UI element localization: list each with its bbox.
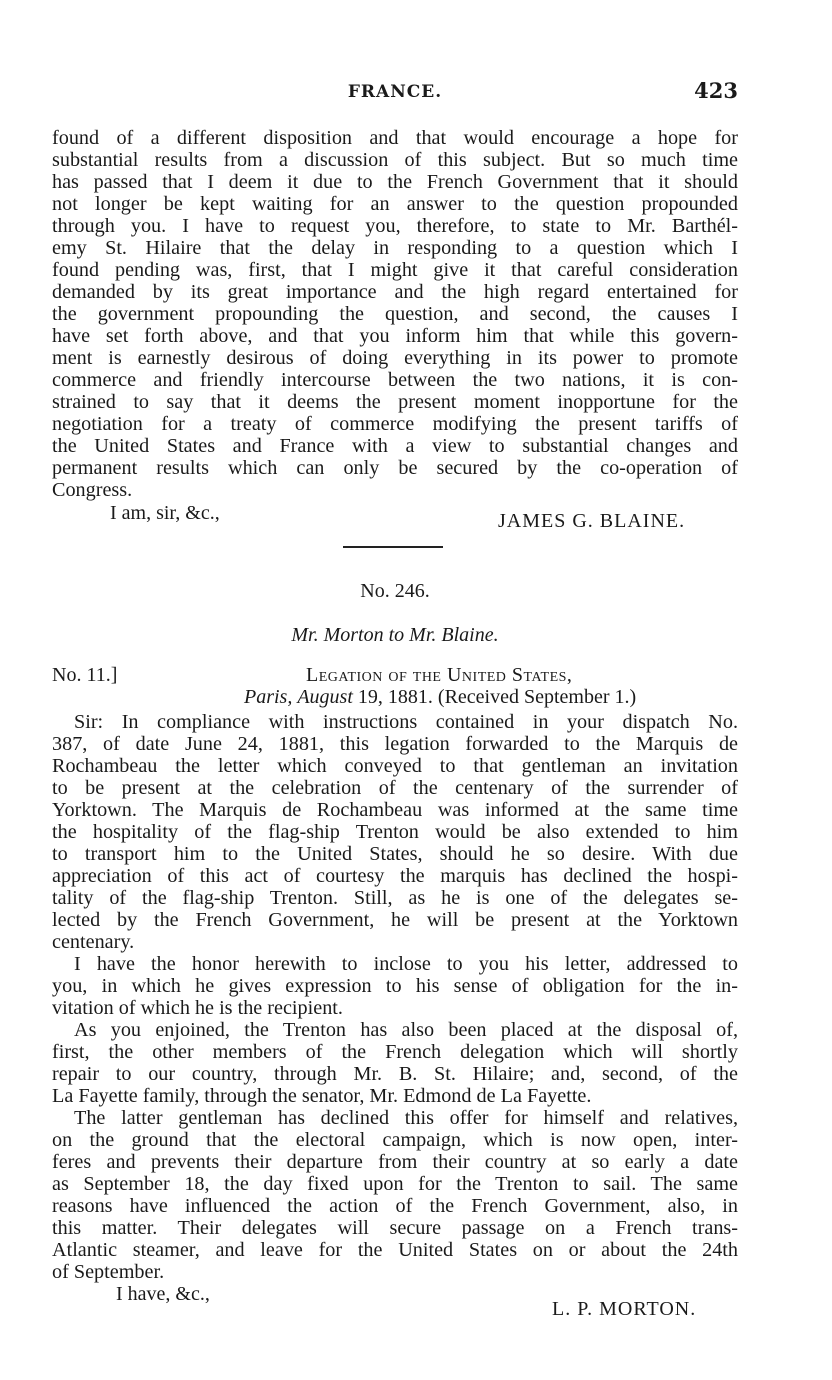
place: Paris, xyxy=(244,686,293,708)
body-line: Sir: In compliance with instructions contained in your dispatch No. xyxy=(74,711,738,733)
body-line: appreciation of this act of courtesy the marquis has declined the hospi- xyxy=(52,865,738,887)
body-line: on the ground that the electoral campaign, which is now open, inter- xyxy=(52,1129,738,1151)
body-line: tality of the flag-ship Trenton. Still, as he is one of the delegates se- xyxy=(52,887,738,909)
closing-salutation: I have, &c., xyxy=(116,1283,210,1305)
body-line: found pending was, first, that I might give it that careful consideration xyxy=(52,259,738,281)
body-line: has passed that I deem it due to the French Government that it should xyxy=(52,171,738,193)
body-line: this matter. Their delegates will secure passage on a French trans- xyxy=(52,1217,738,1239)
body-line: not longer be kept waiting for an answer to the question propounded xyxy=(52,193,738,215)
body-line: As you enjoined, the Trenton has also been placed at the disposal of, xyxy=(74,1019,738,1041)
body-line: Atlantic steamer, and leave for the United States on or about the 24th xyxy=(52,1239,738,1261)
body-line: to transport him to the United States, should he so desire. With due xyxy=(52,843,738,865)
body-line: have set forth above, and that you inform him that while this govern- xyxy=(52,325,738,347)
body-line: lected by the French Government, he will be present at the Yorktown xyxy=(52,909,738,931)
body-line: you, in which he gives expression to his sense of obligation for the in- xyxy=(52,975,738,997)
body-line: vitation of which he is the recipient. xyxy=(52,997,343,1019)
body-line: found of a different disposition and that would encourage a hope for xyxy=(52,127,738,149)
body-line: repair to our country, through Mr. B. St. Hilaire; and, second, of the xyxy=(52,1063,738,1085)
signature-morton: L. P. MORTON. xyxy=(552,1298,697,1320)
body-line: through you. I have to request you, therefore, to state to Mr. Barthél- xyxy=(52,215,738,237)
body-line: 387, of date June 24, 1881, this legation forwarded to the Marquis de xyxy=(52,733,738,755)
body-line: to be present at the celebration of the centenary of the surrender of xyxy=(52,777,738,799)
body-line: negotiation for a treaty of commerce modifying the present tariffs of xyxy=(52,413,738,435)
body-line: The latter gentleman has declined this offer for himself and relatives, xyxy=(74,1107,738,1129)
body-line: reasons have influenced the action of the French Government, also, in xyxy=(52,1195,738,1217)
body-line: centenary. xyxy=(52,931,135,953)
page-number: 423 xyxy=(694,78,738,103)
document-heading: Mr. Morton to Mr. Blaine. xyxy=(291,624,499,646)
body-line: of September. xyxy=(52,1261,165,1283)
body-line: substantial results from a discussion of this subject. But so much time xyxy=(52,149,738,171)
date-line xyxy=(244,686,636,709)
document-number: No. 246. xyxy=(360,580,430,602)
section-divider xyxy=(343,546,443,548)
running-head xyxy=(52,78,738,110)
body-line: the United States and France with a view to substantial changes and xyxy=(52,435,738,457)
body-line: ment is earnestly desirous of doing everything in its power to promote xyxy=(52,347,738,369)
date-rest: 19, 1881. (Received September 1.) xyxy=(352,686,637,708)
body-line: first, the other members of the French delegation which will shortly xyxy=(52,1041,738,1063)
dispatch-number: No. 11.] xyxy=(52,664,118,686)
closing-salutation: I am, sir, &c., xyxy=(110,502,220,524)
legation-line: Legation of the United States, xyxy=(306,664,573,686)
body-line: emy St. Hilaire that the delay in responding to a question which I xyxy=(52,237,738,259)
body-line: demanded by its great importance and the high regard entertained for xyxy=(52,281,738,303)
body-line: as September 18, the day fixed upon for the Trenton to sail. The same xyxy=(52,1173,738,1195)
date-month: August xyxy=(297,686,353,708)
body-line: La Fayette family, through the senator, Mr. Edmond de La Fayette. xyxy=(52,1085,592,1107)
running-title: FRANCE. xyxy=(347,82,443,102)
body-line: Congress. xyxy=(52,479,133,501)
body-line: Yorktown. The Marquis de Rochambeau was informed at the same time xyxy=(52,799,738,821)
body-line: commerce and friendly intercourse between the two nations, it is con- xyxy=(52,369,738,391)
body-line: the government propounding the question, and second, the causes I xyxy=(52,303,738,325)
body-line: strained to say that it deems the present moment inopportune for the xyxy=(52,391,738,413)
signature-blaine: JAMES G. BLAINE. xyxy=(498,510,686,532)
body-line: I have the honor herewith to inclose to you his letter, addressed to xyxy=(74,953,738,975)
body-line: the hospitality of the flag-ship Trenton would be also extended to him xyxy=(52,821,738,843)
body-line: feres and prevents their departure from their country at so early a date xyxy=(52,1151,738,1173)
body-line: Rochambeau the letter which conveyed to that gentleman an invitation xyxy=(52,755,738,777)
body-line: permanent results which can only be secured by the co-operation of xyxy=(52,457,738,479)
